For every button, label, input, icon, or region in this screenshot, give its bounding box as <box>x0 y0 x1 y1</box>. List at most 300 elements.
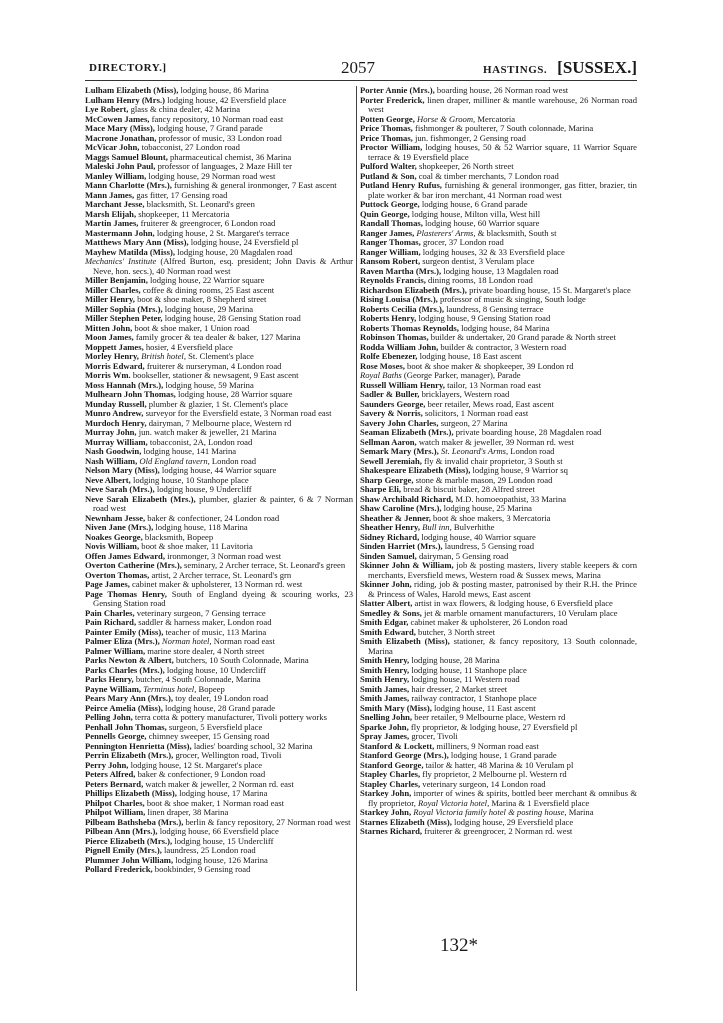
entry-name: Parks Charles (Mrs.), <box>85 664 165 675</box>
entry-name: Pennells George, <box>85 731 147 741</box>
entry-details: lodging house, 141 Marina <box>141 446 237 456</box>
entry-details: lodging house, 7 Grand parade <box>154 123 263 133</box>
entry-details: bread & biscuit baker, 28 Alfred street <box>401 484 535 494</box>
entry-details: Mercatoria <box>475 113 516 124</box>
entry-name: Overton Thomas, <box>85 569 150 580</box>
entry-details: hair dresser, 2 Market street <box>409 683 508 694</box>
entry-name: McVicar John, <box>85 142 140 152</box>
town-name: HASTINGS. <box>483 64 548 76</box>
entry-name: Moon James, <box>85 332 134 342</box>
entry-name: Smith James, <box>360 693 410 703</box>
entry-details: butcher, 3 North street <box>415 626 495 637</box>
entry-details: hosier, 4 Eversfield place <box>143 341 233 352</box>
entry-name: Maggs Samuel Blount, <box>85 151 168 162</box>
entry-details: professor of music, 33 London road <box>156 132 282 143</box>
entry-details: teacher of music, 113 Marina <box>163 626 267 637</box>
entry-name: Ranger William, <box>360 246 421 257</box>
entry-name: McCowen James, <box>85 113 150 124</box>
entry-name: Pierce Elizabeth (Mrs.), <box>85 835 173 846</box>
entry-details: lodging house, 11 Stanhope place <box>409 664 527 675</box>
entry-details: jun. watch maker & jeweller, 21 Marina <box>136 427 277 437</box>
entry-details: lodging house, 11 East ascent <box>431 702 536 713</box>
entry-name: Smith James, <box>360 683 410 694</box>
entry-name: Sinden Harriet (Mrs.), <box>360 541 443 551</box>
entry-name: Roberts Thomas Reynolds, <box>360 322 459 333</box>
entry-details: fishmonger & poulterer, 7 South colonnade, Marina <box>412 123 594 133</box>
entry-name: Philpot William, <box>85 807 146 817</box>
entry-name: Parks Newton & Albert, <box>85 655 174 665</box>
entry-name: Penhall John Thomas, <box>85 721 167 732</box>
entry-details: family grocer & tea dealer & baker, 127 Marina <box>133 332 301 342</box>
entry-establishment: Plasterers' Arms, <box>414 227 476 238</box>
entry-details: grocer, Tivoli <box>409 731 458 741</box>
entry-details: watch maker & jeweller, 39 Norman rd. west <box>416 436 574 447</box>
entry-name: Saunders George, <box>360 398 426 409</box>
entry-name: Smith Elizabeth (Miss), <box>360 636 450 646</box>
entry-name: Mann James, <box>85 189 135 200</box>
entry-name: Rolfe Ebenezer, <box>360 351 418 361</box>
entry-name: Plummer John William, <box>85 854 174 865</box>
entry-name: Phillips Elizabeth (Miss), <box>85 788 177 798</box>
entry-details: lodging house, 10 Stanhope place <box>130 474 249 485</box>
entry-details: jun. fishmonger, 2 Gensing road <box>412 132 526 143</box>
directory-entry <box>360 181 637 200</box>
entry-details: gas fitter, 17 Gensing road <box>134 189 228 200</box>
entry-name: Smith Henry, <box>360 655 410 665</box>
entry-details: milliners, 9 Norman road east <box>434 740 539 751</box>
entry-details: artist, 2 Archer terrace, St. Leonard's grn <box>149 569 292 580</box>
entry-name: Roberts Henry, <box>360 313 417 323</box>
entry-establishment: Old England tavern, <box>137 455 210 466</box>
entry-name: Novis William, <box>85 541 140 551</box>
entry-details: tobacconist, 2A, London road <box>147 436 253 447</box>
entry-details: dining rooms, 18 London road <box>425 275 533 285</box>
entry-name: Smedley & Sons, <box>360 607 422 618</box>
entry-name: Rising Louisa (Mrs.), <box>360 294 438 304</box>
entry-details: solicitors, 1 Norman road east <box>422 408 529 418</box>
entry-details: cabinet maker & upholsterer, 13 Norman rd. west <box>129 579 303 589</box>
entry-details: boot & shoe maker, 1 Union road <box>132 322 250 333</box>
entry-details: builder & undertaker, 20 Grand parade & North street <box>428 332 616 342</box>
entry-details: private boarding house, 28 Magdalen road <box>453 427 602 437</box>
entry-details: M.D. homoeopathist, 33 Marina <box>453 493 567 504</box>
entry-details: surgeon dentist, 3 Verulam place <box>420 256 535 266</box>
entry-establishment: Terminus hotel, <box>141 683 197 694</box>
entry-name: Ranger James, <box>360 227 415 238</box>
entry-name: Mastermann John, <box>85 227 155 238</box>
directory-page <box>85 58 638 874</box>
entry-details: lodging house, 18 East ascent <box>417 351 522 361</box>
entry-details: chimney sweeper, 15 Gensing road <box>146 731 270 741</box>
entry-details: professor of languages, 2 Maze Hill ter <box>155 161 292 171</box>
entry-details: lodging house, Milton villa, West hill <box>409 208 541 219</box>
entry-name: Stapley Charles, <box>360 769 421 779</box>
entry-details: bookseller, stationer & newsagent, 9 East ascent <box>130 370 299 380</box>
entry-name: Smith Henry, <box>360 664 410 675</box>
entry-name: Mann Charlotte (Mrs.), <box>85 180 172 190</box>
entry-details: dairyman, 7 Melbourne place, Western rd <box>146 417 292 428</box>
running-head-right <box>483 58 637 78</box>
entry-details: grocer, 37 London road <box>420 237 504 247</box>
entry-name: Rose Moses, <box>360 360 405 371</box>
entry-name: Marchant Jesse, <box>85 199 145 209</box>
entry-details: lodging house, 9 Undercliff <box>154 484 252 494</box>
entry-name: Sheather & Jenner, <box>360 512 431 523</box>
entry-name: Marsh Elijah, <box>85 208 137 219</box>
entry-details: lodging house, 28 Marina <box>409 655 500 665</box>
entry-name: Mitten John, <box>85 322 133 333</box>
entry-name: Manley William, <box>85 170 147 181</box>
entry-details: ironmonger, 3 Norman road west <box>164 550 282 561</box>
entry-details: lodging house, 9 Warrior sq <box>470 465 568 475</box>
entry-details: lodging house, 60 Warrior square <box>422 218 540 228</box>
entry-details: lodging house, 29 Marina <box>162 303 254 314</box>
entry-name: Richardson Elizabeth (Mrs.), <box>360 284 467 295</box>
entry-name: Sheather Henry, <box>360 522 420 532</box>
entry-details: professor of music & singing, South lodge <box>437 294 586 304</box>
entry-details: veterinary surgeon, 7 Gensing terrace <box>134 607 266 618</box>
entry-details: jet & marble ornament manufacturers, 10 Verulam place <box>421 607 618 618</box>
entry-details: lodging house, 24 Eversfield pl <box>188 237 299 247</box>
entry-details: bookbinder, 9 Gensing road <box>152 864 251 874</box>
entry-details: lodging house, 25 Marina <box>441 503 532 513</box>
entry-details: lodging house, 28 Grand parade <box>162 702 276 713</box>
directory-entry <box>360 789 637 808</box>
entry-name: Overton Catherine (Mrs.), <box>85 560 182 570</box>
entry-name: Starkey John, <box>360 788 412 798</box>
entry-details: dairyman, 5 Gensing road <box>416 550 509 561</box>
entry-name: Sellman Aaron, <box>360 436 417 447</box>
entry-name: Pelling John, <box>85 712 133 722</box>
entry-name: Moppett James, <box>85 341 144 352</box>
entry-details: boot & shoe makers, 3 Mercatoria <box>430 512 551 523</box>
signature-mark: 132* <box>440 935 478 956</box>
entry-details: lodging house, 29 Eversfield place <box>451 816 574 827</box>
entry-details: (George Parker, manager), Parade <box>401 370 521 380</box>
entry-details: tailor, 13 Norman road east <box>444 379 541 390</box>
entry-details: berlin & fancy repository, 27 Norman road west <box>183 816 351 827</box>
entry-details: blacksmith, St. Leonard's green <box>144 199 255 209</box>
entry-name: Porter Annie (Mrs.), <box>360 85 435 95</box>
entry-details: linen draper, 38 Marina <box>145 807 229 817</box>
entry-name: Smith Henry, <box>360 674 410 684</box>
directory-entry <box>85 495 353 514</box>
entry-details: tailor & hatter, 48 Marina & 10 Verulam pl <box>423 759 574 770</box>
entry-details: laundress, 8 Gensing terrace <box>444 303 544 314</box>
entry-name: Pennington Henrietta (Miss), <box>85 740 192 751</box>
directory-entry <box>360 580 637 599</box>
entry-name: Price Thomas, <box>360 132 413 143</box>
entry-name: Macrone Jonathan, <box>85 132 157 143</box>
entry-name: Shakespeare Elizabeth (Miss), <box>360 465 471 475</box>
entry-name: Russell William Henry, <box>360 379 445 390</box>
entry-name: Potten George, <box>360 113 415 124</box>
entry-name: Sidney Richard, <box>360 531 420 542</box>
entry-details: Marina & 1 Eversfield place <box>489 797 590 808</box>
entry-name: Morris Edward, <box>85 360 145 371</box>
entry-details: lodging house, 12 St. Margaret's place <box>128 759 263 770</box>
entry-name: Shaw Archibald Richard, <box>360 493 454 504</box>
entry-details: fruiterer & greengrocer, 2 Norman rd. west <box>422 826 573 836</box>
entry-name: Smith Edgar, <box>360 617 409 627</box>
entry-establishment: Bull inn, <box>420 522 452 532</box>
entry-details: coal & timber merchants, 7 London road <box>416 170 559 181</box>
entry-details: furnishing & general ironmonger, gas fitter, brazier, tin plate worker & bar iron merchant, 41 Norman road west <box>368 180 637 200</box>
entry-details: lodging house, 6 Grand parade <box>419 199 528 209</box>
entry-name: Pollard Frederick, <box>85 864 153 874</box>
entry-name: Offen James Edward, <box>85 550 165 561</box>
entry-name: Martin James, <box>85 218 139 228</box>
entry-details: lodging house, 20 Magdalen road <box>174 246 293 257</box>
entry-details: lodging house, 40 Warrior square <box>419 531 536 542</box>
entry-details: shopkeeper, 26 North street <box>416 161 514 171</box>
entry-details: lodging house, 126 Marina <box>173 854 268 865</box>
entry-name: Matthews Mary Ann (Miss), <box>85 237 189 247</box>
entry-name: Neve Albert, <box>85 474 131 485</box>
entry-name: Lulham Elizabeth (Miss), <box>85 85 179 95</box>
entry-details: glass & china dealer, 42 Marina <box>128 104 241 114</box>
directory-entry <box>360 561 637 580</box>
entry-details: grocer, Wellington road, Tivoli <box>173 750 282 760</box>
entry-name: Sparke John, <box>360 721 409 732</box>
entry-details: fly proprietor, & lodging house, 27 Eversfield pl <box>408 721 578 732</box>
entry-name: Mace Mary (Miss), <box>85 123 155 133</box>
entry-name: Noakes George, <box>85 531 143 542</box>
entry-details: marine store dealer, 4 North street <box>145 645 265 656</box>
entry-details: coffee & dining rooms, 25 East ascent <box>140 284 275 295</box>
right-column <box>360 86 637 837</box>
entry-establishment: Royal Baths <box>360 370 402 380</box>
entry-name: Pilbeam Bathsheba (Mrs.), <box>85 816 184 827</box>
directory-entry <box>85 257 353 276</box>
entry-name: Perrin Elizabeth (Mrs.), <box>85 750 174 760</box>
entry-details: beer retailer, 9 Melbourne place, Western rd <box>412 712 566 722</box>
entry-details: surgeon, 27 Marina <box>438 417 508 428</box>
entry-details: surgeon, 5 Eversfield place <box>166 721 263 732</box>
entry-details: railway contractor, 1 Stanhope place <box>409 693 537 703</box>
directory-entry <box>360 96 637 115</box>
entry-name: Roberts Cecilia (Mrs.), <box>360 303 444 314</box>
entry-name: Moss Hannah (Mrs.), <box>85 379 164 390</box>
entry-name: Sharp George, <box>360 474 414 485</box>
entry-details: boot & shoe maker, 11 Lavitoria <box>139 541 253 551</box>
entry-name: Nash William, <box>85 455 138 466</box>
entry-details: (Alfred Burton, esq. president; John Davis & Arthur Neve, hon. secs.), 40 Norman road west <box>93 256 353 276</box>
entry-name: Shaw Caroline (Mrs.), <box>360 503 442 513</box>
entry-details: cabinet maker & upholsterer, 26 London road <box>408 617 568 627</box>
entry-details: builder & contractor, 3 Western road <box>438 341 567 352</box>
entry-establishment: Norman hotel, <box>159 636 212 646</box>
entry-details: lodging house, 28 Gensing Station road <box>162 313 301 323</box>
entry-details: lodging house, 29 Norman road west <box>146 170 276 181</box>
entry-details: boot & shoe maker & shopkeeper, 39 London rd <box>404 360 574 371</box>
entry-details: importer of wines & spirits, bottled beer merchant & omnibus & fly proprietor, <box>368 788 638 808</box>
entry-details: saddler & harness maker, London road <box>136 617 272 627</box>
entry-details: blacksmith, Bopeep <box>142 531 214 542</box>
entry-details: shopkeeper, 11 Mercatoria <box>136 208 230 219</box>
directory-entry <box>360 827 637 837</box>
entry-details: fancy repository, 10 Norman road east <box>149 113 284 124</box>
entry-details: laundress, 25 London road <box>161 845 256 855</box>
entry-name: Perry John, <box>85 759 129 770</box>
entry-details: lodging houses, 50 & 52 Warrior square, 11 Warrior Square terrace & 19 Eversfield place <box>368 142 637 162</box>
entry-details: lodging house, 86 Marina <box>178 85 269 95</box>
entry-name: Mayhew Matilda (Miss), <box>85 246 175 257</box>
entry-name: Mulhearn John Thomas, <box>85 389 176 399</box>
entry-details: bricklayers, Western road <box>419 389 510 399</box>
entry-name: Morley Henry, <box>85 351 139 361</box>
entry-details: lodging house, 84 Marina <box>458 322 550 333</box>
entry-details: lodging house, 44 Warrior square <box>159 465 277 475</box>
entry-name: Pignell Emily (Mrs.), <box>85 845 162 855</box>
entry-establishment: Royal Victoria hotel, <box>415 797 490 808</box>
entry-establishment: Mechanics' Institute <box>85 256 157 266</box>
entry-name: Pilbean Ann (Mrs.), <box>85 826 158 836</box>
entry-details: artist in wax flowers, & lodging house, 6 Eversfield place <box>412 598 613 608</box>
entry-details: lodging house, 1 Grand parade <box>448 750 557 760</box>
entry-name: Parks Henry, <box>85 674 134 684</box>
entry-details: butcher, 4 South Colonnade, Marina <box>133 674 261 684</box>
entry-establishment: British hotel, <box>138 351 186 361</box>
entry-details: butchers, 10 South Colonnade, Marina <box>173 655 309 665</box>
entry-details: lodging house, 2 St. Margaret's terrace <box>154 227 290 238</box>
entry-name: Puttock George, <box>360 199 420 209</box>
entry-name: Munro Andrew, <box>85 408 144 418</box>
entry-name: Skinner John & William, <box>360 560 454 570</box>
entry-name: Savery & Norris, <box>360 408 423 418</box>
column-divider <box>356 86 357 991</box>
entry-name: Raven Martha (Mrs.), <box>360 265 442 276</box>
directory-entry <box>85 865 353 875</box>
entry-name: Sadler & Buller, <box>360 389 420 399</box>
entry-name: Starkey John, <box>360 807 412 817</box>
entry-name: Murray William, <box>85 436 148 447</box>
entry-name: Nelson Mary (Miss), <box>85 465 160 475</box>
entry-name: Peirce Amelia (Miss), <box>85 702 163 713</box>
entry-details: & blacksmith, South st <box>475 227 557 238</box>
page-header <box>85 58 637 81</box>
entry-details: lodging house, 10 Undercliff <box>164 664 266 675</box>
entry-details: London road <box>209 455 257 466</box>
entry-name: Reynolds Francis, <box>360 275 426 285</box>
entry-name: Smith Mary (Miss), <box>360 702 432 713</box>
entry-name: Quin George, <box>360 208 410 219</box>
entry-name: Munday Russell, <box>85 398 147 409</box>
entry-details: lodging house, 17 Marina <box>176 788 268 798</box>
entry-details: pharmaceutical chemist, 36 Marina <box>167 151 292 162</box>
entry-name: Miller Benjamin, <box>85 275 148 285</box>
entry-details: fly proprietor, 2 Melbourne pl. Western rd <box>420 769 567 779</box>
entry-name: Palmer Eliza (Mrs.), <box>85 636 160 646</box>
entry-details: lodging house, 13 Magdalen road <box>441 265 559 276</box>
entry-name: Stanford George, <box>360 759 424 770</box>
entry-name: Pears Mary Ann (Mrs.), <box>85 693 174 703</box>
entry-details: boot & shoe maker, 8 Shepherd street <box>134 294 267 304</box>
entry-details: veterinary surgeon, 14 London road <box>420 778 546 789</box>
entry-details: watch maker & jeweller, 2 Norman rd. east <box>143 778 294 789</box>
entry-name: Starnes Elizabeth (Miss), <box>360 816 452 827</box>
entry-name: Maleski John Paul, <box>85 161 156 171</box>
entry-name: Putland Henry Rufus, <box>360 180 442 190</box>
entry-details: laundress, 5 Gensing road <box>442 541 535 551</box>
entry-details: lodging house, 66 Eversfield place <box>157 826 279 836</box>
entry-details: lodging house, 118 Marina <box>153 522 248 532</box>
entry-name: Smith Edward, <box>360 626 416 637</box>
entry-name: Proctor William, <box>360 142 423 152</box>
entry-details: fly & invalid chair proprietor, 3 South st <box>421 455 563 466</box>
directory-entry <box>360 637 637 656</box>
entry-name: Miller Sophia (Mrs.), <box>85 303 163 314</box>
entry-details: lodging house, 59 Marina <box>163 379 254 390</box>
entry-name: Philpot Charles, <box>85 797 145 808</box>
county-name: [SUSSEX.] <box>557 58 637 77</box>
entry-details: surveyor for the Eversfield estate, 3 Norman road east <box>143 408 332 418</box>
entry-name: Sewell Jeremiah, <box>360 455 422 466</box>
entry-details: beer retailer, Mews road, East ascent <box>425 398 554 409</box>
entry-name: Peters Bernard, <box>85 778 144 789</box>
entry-details: baker & confectioner, 24 London road <box>145 512 280 523</box>
entry-details: private boarding house, 15 St. Margaret's place <box>466 284 631 295</box>
entry-name: Ranger Thomas, <box>360 237 421 247</box>
entry-establishment: St. Leonard's Arms, <box>438 446 509 456</box>
entry-name: Lye Robert, <box>85 104 129 114</box>
entry-name: Peters Alfred, <box>85 769 136 779</box>
directory-entry <box>85 590 353 609</box>
entry-details: Bopeep <box>196 683 225 694</box>
entry-details: fruiterer & greengrocer, 6 London road <box>138 218 276 228</box>
entry-name: Pain Richard, <box>85 617 137 627</box>
entry-establishment: Horse & Groom, <box>414 113 476 124</box>
entry-name: Putland & Son, <box>360 170 417 181</box>
entry-name: Skinner John, <box>360 579 412 589</box>
entry-name: Stanford & Lockett, <box>360 740 435 751</box>
entry-name: Slatter Albert, <box>360 598 413 608</box>
running-head-left: DIRECTORY.] <box>89 62 167 74</box>
entry-details: lodging house, 22 Warrior square <box>147 275 265 285</box>
entry-details: plumber, glazier & painter, 6 & 7 Norman road west <box>93 493 353 513</box>
entry-name: Stanford George (Mrs.), <box>360 750 449 760</box>
entry-name: Sharpe Eli, <box>360 484 402 494</box>
entry-name: Randall Thomas, <box>360 218 423 228</box>
entry-details: furnishing & general ironmonger, 7 East ascent <box>171 180 337 190</box>
entry-name: Stapley Charles, <box>360 778 421 789</box>
entry-name: Pulford Walter, <box>360 161 417 171</box>
entry-name: Murray John, <box>85 427 137 437</box>
entry-name: Payne William, <box>85 683 142 694</box>
entry-name: Ransom Robert, <box>360 256 421 266</box>
entry-details: boarding house, 26 Norman road west <box>434 85 569 95</box>
entry-details: lodging house, 11 Western road <box>409 674 520 684</box>
entry-details: lodging houses, 32 & 33 Eversfield place <box>420 246 565 257</box>
entry-details: Marina <box>566 807 594 817</box>
entry-details: stone & marble mason, 29 London road <box>413 474 553 485</box>
entry-name: Price Thomas, <box>360 123 413 133</box>
entry-name: Nash Goodwin, <box>85 446 142 456</box>
entry-name: Rodda William John, <box>360 341 439 352</box>
entry-name: Painter Emily (Miss), <box>85 626 164 637</box>
entry-details: job & posting masters, livery stable keepers & corn merchants, Eversfield mews, Western road & Sussex mews, Marina <box>368 560 637 580</box>
entry-name: Pain Charles, <box>85 607 135 618</box>
entry-name: Palmer William, <box>85 645 146 656</box>
entry-name: Sinden Samuel, <box>360 550 417 561</box>
entry-details: lodging house, 15 Undercliff <box>172 835 274 846</box>
entry-details: terra cotta & pottery manufacturer, Tivoli pottery works <box>132 712 327 722</box>
entry-name: Semark Mary (Mrs.), <box>360 446 439 456</box>
entry-name: Seaman Elizabeth (Mrs.), <box>360 427 454 437</box>
entry-name: Starnes Richard, <box>360 826 423 836</box>
entry-name: Miller Charles, <box>85 284 141 295</box>
directory-entry <box>360 143 637 162</box>
